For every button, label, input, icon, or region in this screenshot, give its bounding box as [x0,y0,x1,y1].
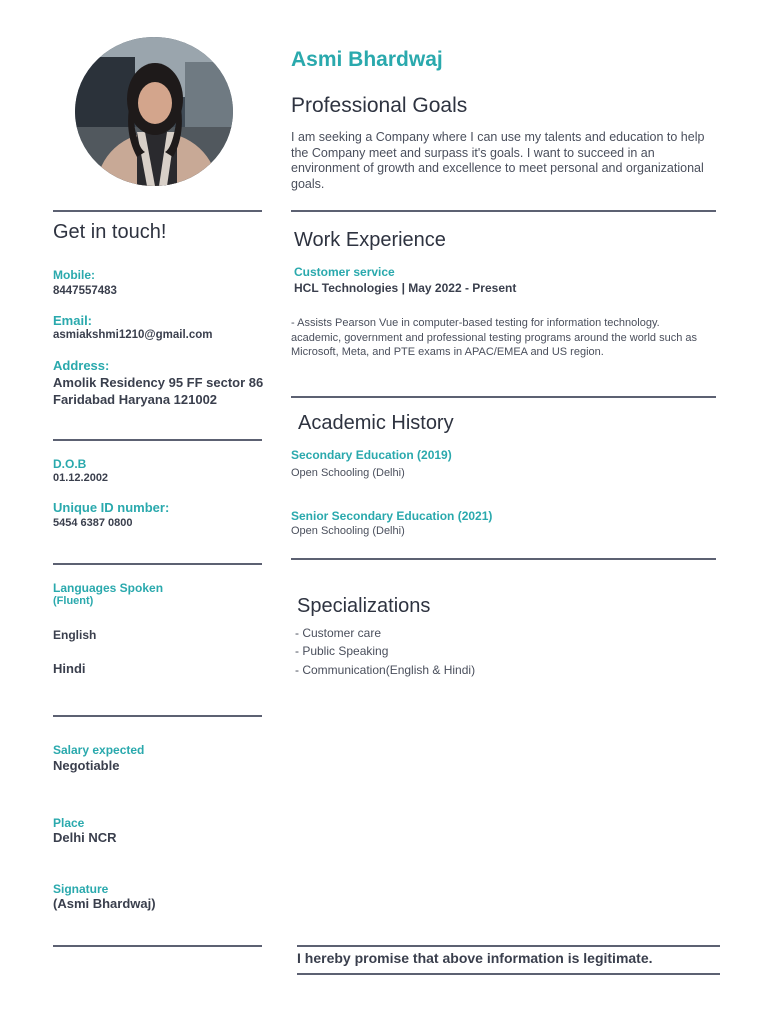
academic-title: Secondary Education (2019) [291,448,452,462]
goals-heading: Professional Goals [291,94,468,117]
specialization-item: - Communication(English & Hindi) [295,663,476,677]
candidate-name: Asmi Bhardwaj [291,48,443,71]
goals-text: I am seeking a Company where I can use my talents and education to help the Company meet and surpass it's goals. I want to succeed in an environment of growth and excellence to meet personal and organizational goals. [291,130,705,191]
address-line-1: Amolik Residency 95 FF sector 86 [53,375,264,390]
work-role: Customer service [294,265,395,279]
mobile-label: Mobile: [53,268,95,282]
specializations-heading: Specializations [297,595,431,617]
work-company: HCL Technologies | May 2022 - Present [294,281,517,295]
email-label: Email: [53,313,93,328]
divider [291,210,716,212]
dob-label: D.O.B [53,457,87,471]
uid-value: 5454 6387 0800 [53,517,133,529]
academic-school: Open Schooling (Delhi) [291,467,405,479]
signature-label: Signature [53,882,109,896]
address-line-2: Faridabad Haryana 121002 [53,392,218,407]
divider [291,396,716,398]
salary-label: Salary expected [53,743,145,757]
divider [297,973,720,975]
academic-school: Open Schooling (Delhi) [291,525,405,537]
email-value: asmiakshmi1210@gmail.com [53,329,213,341]
academic-title: Senior Secondary Education (2021) [291,509,493,523]
place-label: Place [53,816,85,830]
declaration-text: I hereby promise that above information is legitimate. [297,950,653,966]
address-label: Address: [53,358,110,373]
mobile-value: 8447557483 [53,285,117,297]
divider [53,210,262,212]
divider [291,558,716,560]
specialization-item: - Customer care [295,626,382,640]
specialization-item: - Public Speaking [295,644,389,658]
contact-heading: Get in touch! [53,221,167,243]
academic-heading: Academic History [298,412,454,434]
salary-value: Negotiable [53,758,120,773]
dob-value: 01.12.2002 [53,472,109,484]
divider [53,715,262,717]
work-heading: Work Experience [294,229,446,251]
divider [53,563,262,565]
languages-sublabel: (Fluent) [53,595,94,607]
divider [297,945,720,947]
place-value: Delhi NCR [53,830,117,845]
language-item: Hindi [53,661,86,676]
languages-label: Languages Spoken [53,581,164,595]
profile-photo [75,37,233,186]
signature-value: (Asmi Bhardwaj) [53,896,156,911]
work-description: - Assists Pearson Vue in computer-based testing for information technology. academic, government and professional testing programs around the world such as Microsoft, Meta, and PTE exams in APAC/EMEA and US region. [291,317,698,358]
divider [53,439,262,441]
uid-label: Unique ID number: [53,500,170,515]
language-item: English [53,628,97,642]
divider [53,945,262,947]
